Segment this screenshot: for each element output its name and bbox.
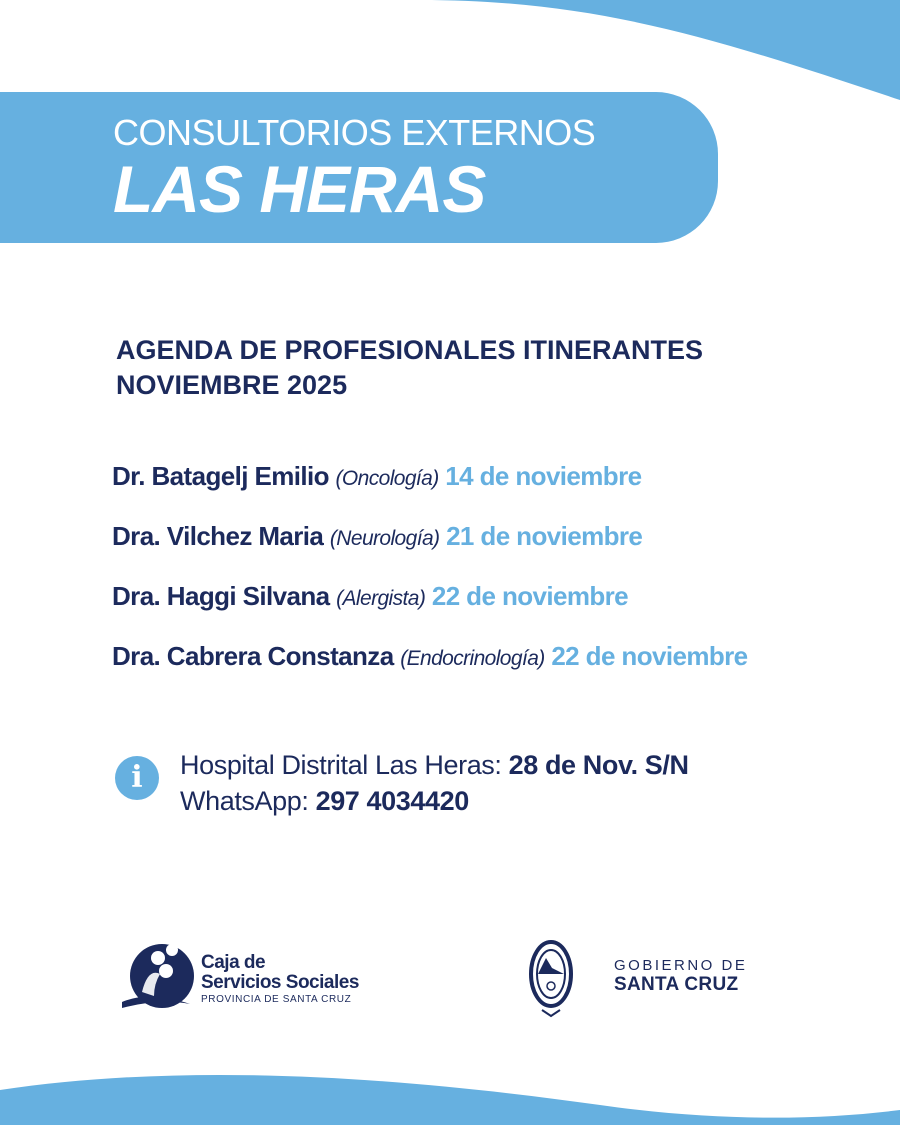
agenda-heading-line1: AGENDA DE PROFESIONALES ITINERANTES: [116, 335, 704, 365]
agenda-heading: [116, 333, 703, 403]
santa-cruz-seal-icon: [528, 934, 574, 1018]
professional-date: 21 de noviembre: [446, 521, 643, 551]
gobierno-logo-line2: SANTA CRUZ: [614, 974, 739, 995]
professional-name: Dra. Cabrera Constanza: [112, 641, 394, 671]
whatsapp-line: [180, 786, 469, 817]
professional-specialty: (Neurología): [329, 527, 440, 550]
address-line: [180, 750, 689, 781]
caja-logo-line2: Servicios Sociales: [201, 972, 359, 993]
header-title: LAS HERAS: [113, 152, 486, 226]
professional-name: Dra. Haggi Silvana: [112, 581, 330, 611]
whatsapp-label: WhatsApp:: [180, 786, 309, 816]
gobierno-logo-line1: GOBIERNO DE: [614, 957, 748, 974]
gobierno-logo: [614, 957, 747, 996]
professional-specialty: (Endocrinología): [400, 647, 545, 670]
professional-item: [112, 461, 641, 492]
professional-item: [112, 641, 748, 672]
professional-name: Dr. Batagelj Emilio: [112, 461, 329, 491]
caja-logo-line3: PROVINCIA DE SANTA CRUZ: [201, 994, 352, 1005]
bottom-wave: [0, 1050, 900, 1125]
address-label: Hospital Distrital Las Heras:: [180, 750, 502, 780]
professional-specialty: (Oncología): [335, 467, 439, 490]
professional-date: 22 de noviembre: [431, 581, 629, 611]
whatsapp-value: 297 4034420: [315, 786, 469, 816]
professional-specialty: (Alergista): [336, 587, 426, 610]
info-icon: i: [115, 756, 159, 800]
professional-item: [112, 521, 642, 552]
caja-logo-icon: [120, 940, 200, 1012]
professional-item: [112, 581, 628, 612]
agenda-heading-line2: NOVIEMBRE 2025: [116, 370, 348, 400]
address-value: 28 de Nov. S/N: [508, 750, 689, 780]
professional-name: Dra. Vilchez Maria: [112, 521, 324, 551]
caja-logo: [201, 953, 359, 1007]
professional-date: 22 de noviembre: [551, 641, 748, 671]
header-subtitle: CONSULTORIOS EXTERNOS: [113, 112, 596, 153]
caja-logo-line1: Caja de: [201, 952, 266, 973]
professional-date: 14 de noviembre: [445, 461, 642, 491]
